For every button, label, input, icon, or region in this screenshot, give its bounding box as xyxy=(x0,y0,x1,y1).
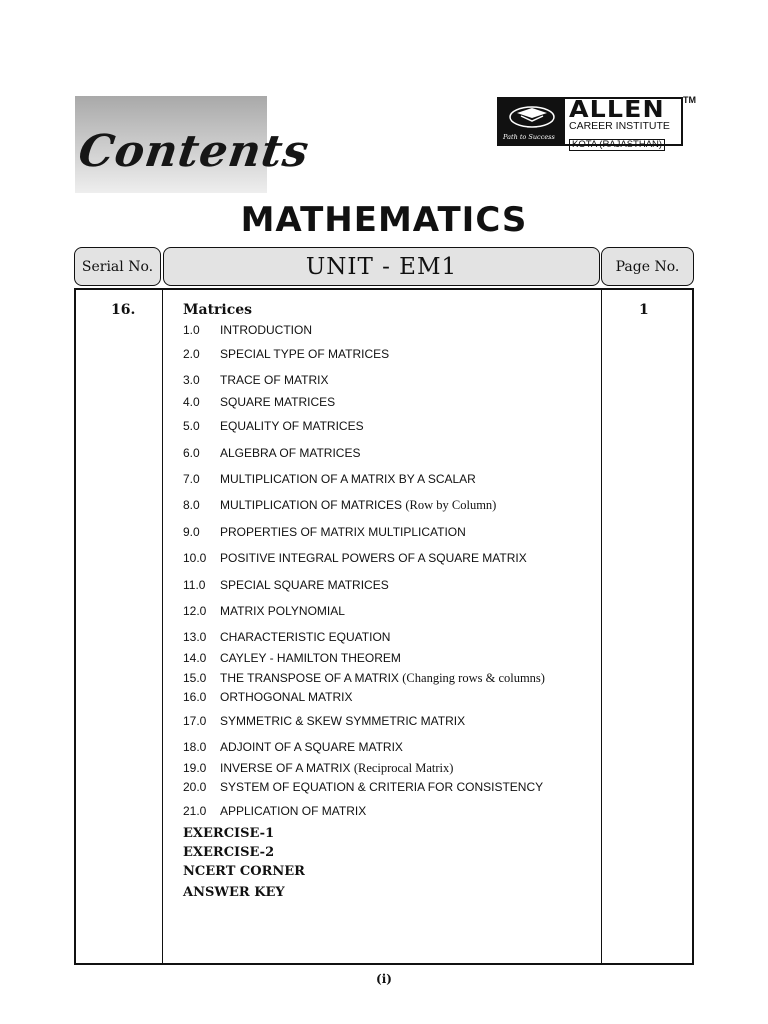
exercise-item: EXERCISE-2 xyxy=(183,845,275,860)
toc-item-number: 17.0 xyxy=(183,714,207,728)
toc-item-note: (Reciprocal Matrix) xyxy=(353,761,454,775)
toc-item-number: 4.0 xyxy=(183,395,200,409)
toc-item-number: 15.0 xyxy=(183,671,207,685)
logo-tagline: Path to Success xyxy=(503,133,555,141)
toc-item-number: 9.0 xyxy=(183,525,200,539)
toc-item xyxy=(183,419,364,433)
toc-item-title: CHARACTERISTIC EQUATION xyxy=(220,630,391,644)
toc-item xyxy=(183,740,403,754)
logo-brand: ALLEN xyxy=(569,97,665,123)
toc-item-number: 21.0 xyxy=(183,804,207,818)
allen-logo xyxy=(497,97,683,150)
toc-item xyxy=(183,347,389,361)
toc-item-number: 20.0 xyxy=(183,780,207,794)
toc-item-title: TRACE OF MATRIX xyxy=(220,373,329,387)
serial-number: 16. xyxy=(111,302,136,318)
toc-item-title: APPLICATION OF MATRIX xyxy=(220,804,367,818)
toc-item-note: (Row by Column) xyxy=(405,498,497,512)
toc-item-title: SQUARE MATRICES xyxy=(220,395,336,409)
page-header: Page No. xyxy=(601,247,694,286)
toc-item xyxy=(183,714,465,728)
toc-item xyxy=(183,690,352,704)
toc-item-title: THE TRANSPOSE OF A MATRIX xyxy=(220,671,399,685)
toc-item xyxy=(183,578,389,592)
toc-item-title: CAYLEY - HAMILTON THEOREM xyxy=(220,651,401,665)
toc-item-title: ALGEBRA OF MATRICES xyxy=(220,446,361,460)
serial-header: Serial No. xyxy=(74,247,161,286)
toc-item-title: PROPERTIES OF MATRIX MULTIPLICATION xyxy=(220,525,466,539)
toc-item-title: MULTIPLICATION OF A MATRIX BY A SCALAR xyxy=(220,472,476,486)
toc-item-title: ORTHOGONAL MATRIX xyxy=(220,690,353,704)
trademark-mark: TM xyxy=(683,95,696,105)
topic-title: Matrices xyxy=(183,302,253,318)
toc-item-title: SYMMETRIC & SKEW SYMMETRIC MATRIX xyxy=(220,714,466,728)
exercise-item: EXERCISE-1 xyxy=(183,826,275,841)
unit-header: UNIT - EM1 xyxy=(163,247,600,286)
subject-title: MATHEMATICS xyxy=(240,200,528,240)
toc-item-number: 16.0 xyxy=(183,690,207,704)
toc-item-number: 1.0 xyxy=(183,323,200,337)
toc-item-number: 10.0 xyxy=(183,551,207,565)
toc-item xyxy=(183,551,527,565)
column-divider xyxy=(162,290,163,963)
toc-item xyxy=(183,651,401,665)
toc-item-number: 5.0 xyxy=(183,419,200,433)
toc-item-title: MATRIX POLYNOMIAL xyxy=(220,604,345,618)
toc-item xyxy=(183,804,366,818)
toc-item xyxy=(183,604,345,618)
toc-item xyxy=(183,630,390,644)
toc-item-title: POSITIVE INTEGRAL POWERS OF A SQUARE MATRIX xyxy=(220,551,527,565)
toc-item xyxy=(183,323,312,337)
column-divider xyxy=(601,290,602,963)
toc-item-title: SYSTEM OF EQUATION & CRITERIA FOR CONSISTENCY xyxy=(220,780,544,794)
book-emblem-icon xyxy=(499,99,565,144)
toc-item-title: INVERSE OF A MATRIX xyxy=(220,761,351,775)
toc-item-number: 18.0 xyxy=(183,740,207,754)
toc-item-number: 7.0 xyxy=(183,472,200,486)
toc-item-number: 11.0 xyxy=(183,578,206,592)
toc-item xyxy=(183,761,453,776)
toc-item xyxy=(183,498,496,513)
logo-line2: KOTA (RAJASTHAN) xyxy=(569,139,665,151)
page-folio: (i) xyxy=(376,972,392,986)
toc-item xyxy=(183,395,335,409)
toc-item-title: MULTIPLICATION OF MATRICES xyxy=(220,498,403,512)
toc-item-number: 2.0 xyxy=(183,347,200,361)
toc-item xyxy=(183,525,466,539)
toc-item-number: 6.0 xyxy=(183,446,200,460)
toc-item-note: (Changing rows & columns) xyxy=(402,671,545,685)
exercise-item: NCERT CORNER xyxy=(183,864,305,879)
toc-item xyxy=(183,446,360,460)
toc-item-number: 8.0 xyxy=(183,498,200,512)
contents-table xyxy=(74,288,694,965)
toc-item-title: ADJOINT OF A SQUARE MATRIX xyxy=(220,740,403,754)
toc-item-title: SPECIAL SQUARE MATRICES xyxy=(220,578,389,592)
contents-title: Contents xyxy=(75,126,313,177)
toc-item-title: INTRODUCTION xyxy=(220,323,312,337)
toc-item-number: 14.0 xyxy=(183,651,207,665)
toc-item xyxy=(183,373,328,387)
toc-item-title: SPECIAL TYPE OF MATRICES xyxy=(220,347,390,361)
toc-item xyxy=(183,472,476,486)
toc-item-number: 3.0 xyxy=(183,373,200,387)
logo-line1: CAREER INSTITUTE xyxy=(569,120,670,132)
toc-item-number: 13.0 xyxy=(183,630,207,644)
toc-item-number: 12.0 xyxy=(183,604,207,618)
toc-item xyxy=(183,780,543,794)
toc-item-title: EQUALITY OF MATRICES xyxy=(220,419,364,433)
toc-item-number: 19.0 xyxy=(183,761,207,775)
page-number: 1 xyxy=(639,302,649,318)
toc-item xyxy=(183,671,545,686)
exercise-item: ANSWER KEY xyxy=(183,885,285,900)
